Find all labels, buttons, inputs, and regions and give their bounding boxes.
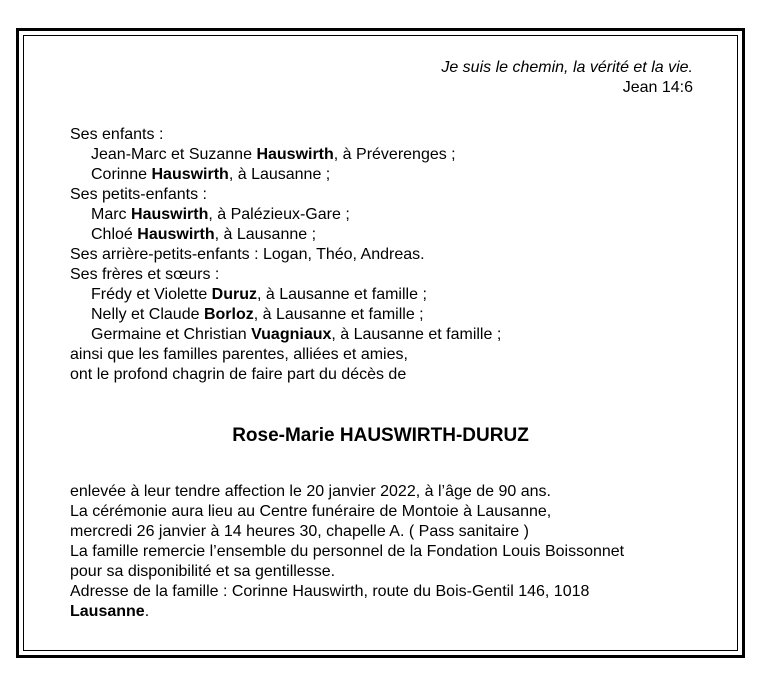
surname: Hauswirth	[256, 146, 334, 163]
first-names: Marc	[91, 206, 127, 223]
extended-family-line: ainsi que les familles parentes, alliées et amies,	[70, 346, 408, 363]
ceremony-line: La cérémonie aura lieu au Centre funéraire de Montoie à Lausanne,	[70, 503, 552, 520]
surname: Hauswirth	[137, 226, 215, 243]
thanks-line: La famille remercie l’ensemble du personnel de la Fondation Louis Boissonnet	[70, 543, 625, 560]
address-line: Adresse de la famille : Corinne Hauswirth, route du Bois-Gentil 146, 1018	[70, 583, 590, 600]
place: , à Lausanne et famille ;	[257, 286, 427, 303]
place: , à Lausanne ;	[228, 166, 331, 183]
place: , à Palézieux-Gare ;	[208, 206, 350, 223]
thanks-line-2: pour sa disponibilité et sa gentillesse.	[70, 563, 336, 580]
siblings-label: Ses frères et sœurs :	[70, 266, 220, 283]
family-line	[91, 285, 427, 305]
bible-quote: Je suis le chemin, la vérité et la vie.	[441, 59, 693, 76]
surname: Borloz	[203, 306, 254, 323]
surname: Hauswirth	[131, 206, 209, 223]
first-names: Jean-Marc et Suzanne	[91, 146, 252, 163]
first-names: Germaine et Christian	[91, 326, 247, 343]
address-city: Lausanne	[70, 603, 145, 620]
family-line	[91, 325, 501, 345]
address-city-suffix: .	[144, 603, 150, 620]
place: , à Lausanne ;	[214, 226, 317, 243]
first-names: Frédy et Violette	[91, 286, 208, 303]
bible-reference: Jean 14:6	[622, 79, 693, 96]
place: , à Préverenges ;	[333, 146, 456, 163]
place: , à Lausanne et famille ;	[253, 306, 424, 323]
surname: Vuagniaux	[251, 326, 332, 343]
place: , à Lausanne et famille ;	[331, 326, 502, 343]
ceremony-date-line: mercredi 26 janvier à 14 heures 30, chapelle A. ( Pass sanitaire )	[70, 523, 529, 540]
family-line	[91, 305, 424, 325]
deceased-name: Rose-Marie HAUSWIRTH-DURUZ	[232, 425, 529, 446]
address-city-line	[70, 602, 149, 622]
first-names: Nelly et Claude	[91, 306, 200, 323]
surname: Duruz	[211, 286, 257, 303]
family-line	[91, 225, 316, 245]
first-names: Chloé	[91, 226, 133, 243]
first-names: Corinne	[91, 166, 148, 183]
children-label: Ses enfants :	[70, 126, 164, 143]
family-line	[91, 165, 330, 185]
announcement-line: ont le profond chagrin de faire part du décès de	[70, 366, 407, 383]
grandchildren-label: Ses petits-enfants :	[70, 186, 207, 203]
family-line	[91, 145, 456, 165]
death-date-line: enlevée à leur tendre affection le 20 janvier 2022, à l’âge de 90 ans.	[70, 483, 551, 500]
family-line	[91, 205, 350, 225]
surname: Hauswirth	[151, 166, 229, 183]
great-grandchildren-line: Ses arrière-petits-enfants : Logan, Théo, Andreas.	[70, 246, 425, 263]
